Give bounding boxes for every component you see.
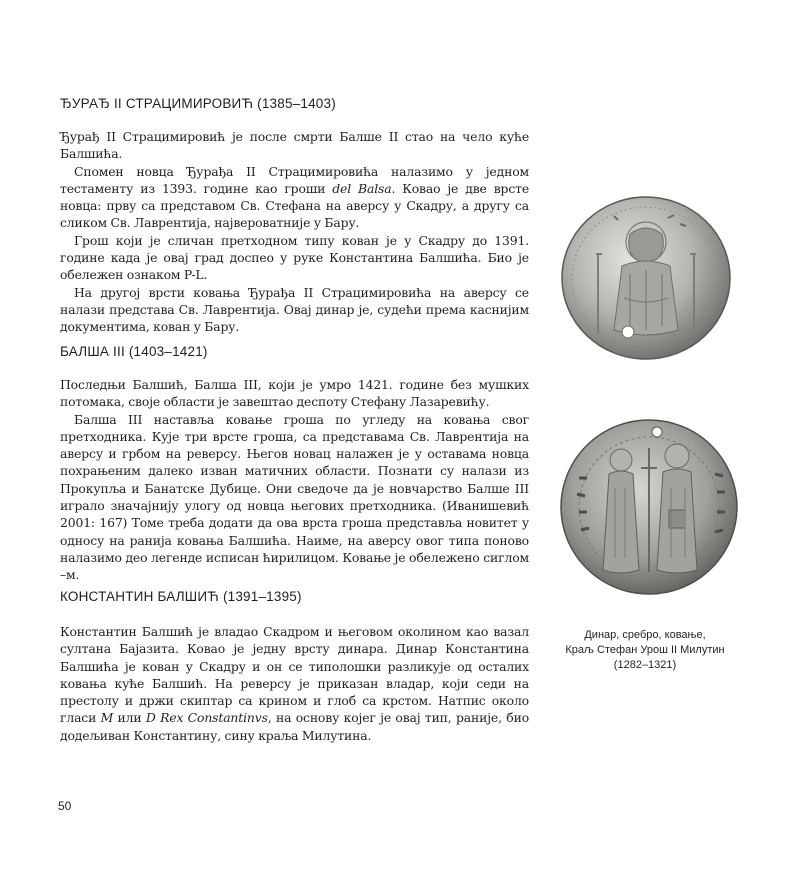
- text-run: , на основу којег је овај тип, раније, био додељиван Константину, сину краља Милутина.: [60, 710, 529, 743]
- paragraph: [60, 163, 529, 232]
- paragraph: [60, 232, 529, 284]
- text-run: Спомен новца Ђурађа II Страцимировића налазимо у једном тестаменту из 1393. године као гроши: [60, 163, 529, 196]
- section-body-balsa-iii: [60, 376, 529, 584]
- text-run: Балша III наставља ковање гроша по угледу на ковања свог претходника. Кује три врсте гроша, са представама Св. Лаврентија на аверсу и грбом на реверсу. Његов новац налажен је у оставама новца похрањеним далеко изван матичних области. Познати су налази из Прокупља и Банатске Дубице. Они сведоче да је новчарство Балше III играло значајнију улогу од новца његових претходника. (Иванишевић 2001: 167) Томе треба додати да ова врста гроша представља новитет у односу на ранија ковања Балшића. Наиме, на аверсу овог типа поново налазимо део легенде исписан ћирилицом. Ковање је обележено сиглом –м.: [60, 411, 529, 583]
- coin-caption: [555, 628, 735, 672]
- caption-line: Краљ Стефан Урош II Милутин: [565, 643, 725, 656]
- text-run: На другој врсти ковања Ђурађа II Страцимировића на аверсу се налази представа Св. Лаврентија. Овај динар је, судећи према каснијим документима, кован у Бару.: [60, 284, 529, 335]
- caption-line: Динар, сребро, ковање,: [584, 629, 706, 641]
- paragraph: [60, 411, 529, 584]
- text-run: . Ковао је две врсте новца: прву са представом Св. Стефана на аверсу у Скадру, а другу са сликом Св. Лаврентија, највероватније у Бару.: [60, 180, 530, 231]
- text-run: Грош који је сличан претходном типу кован је у Скадру до 1391. године када је овај град доспео у руке Константина Балшића. Био је обележен ознаком P-L.: [60, 232, 529, 283]
- section-heading-balsa-iii: БАЛША III (1403–1421): [60, 344, 208, 359]
- section-heading-konstantin: КОНСТАНТИН БАЛШИЋ (1391–1395): [60, 589, 302, 604]
- paragraph: [60, 623, 529, 744]
- section-heading-djuradj: ЂУРАЂ II СТРАЦИМИРОВИЋ (1385–1403): [60, 96, 336, 111]
- text-run: или: [113, 710, 146, 726]
- text-run: Последњи Балшић, Балша III, који је умро 1421. године без мушких потомака, своје области је завештао деспоту Стефану Лазаревићу.: [60, 377, 529, 410]
- section-body-djuradj: [60, 128, 529, 336]
- paragraph: [60, 128, 529, 163]
- page-number: 50: [58, 799, 72, 813]
- caption-line: (1282–1321): [613, 658, 677, 671]
- italic-term: M: [100, 710, 114, 726]
- section-body-konstantin: [60, 623, 529, 744]
- coin-image-two-figures: [559, 418, 739, 596]
- text-run: Константин Балшић је владао Скадром и његовом околином као вазал султана Бајазита. Ковао је једну врсту динара. Динар Константина Балшића је кован у Скадру и он се типолошки разликује од осталих ковања куће Балшић. На реверсу је приказан владар, који седи на престолу и држи скиптар са крином и глоб са крстом. Натпис около гласи: [60, 624, 529, 726]
- italic-term: del Balsa: [332, 180, 392, 196]
- paragraph: [60, 376, 529, 411]
- coin-image-saint: [560, 194, 734, 362]
- paragraph: [60, 284, 529, 336]
- italic-term: D Rex Constantinvs: [145, 710, 268, 726]
- text-run: Ђурађ II Страцимировић је после смрти Балше II стао на чело куће Балшића.: [60, 129, 529, 162]
